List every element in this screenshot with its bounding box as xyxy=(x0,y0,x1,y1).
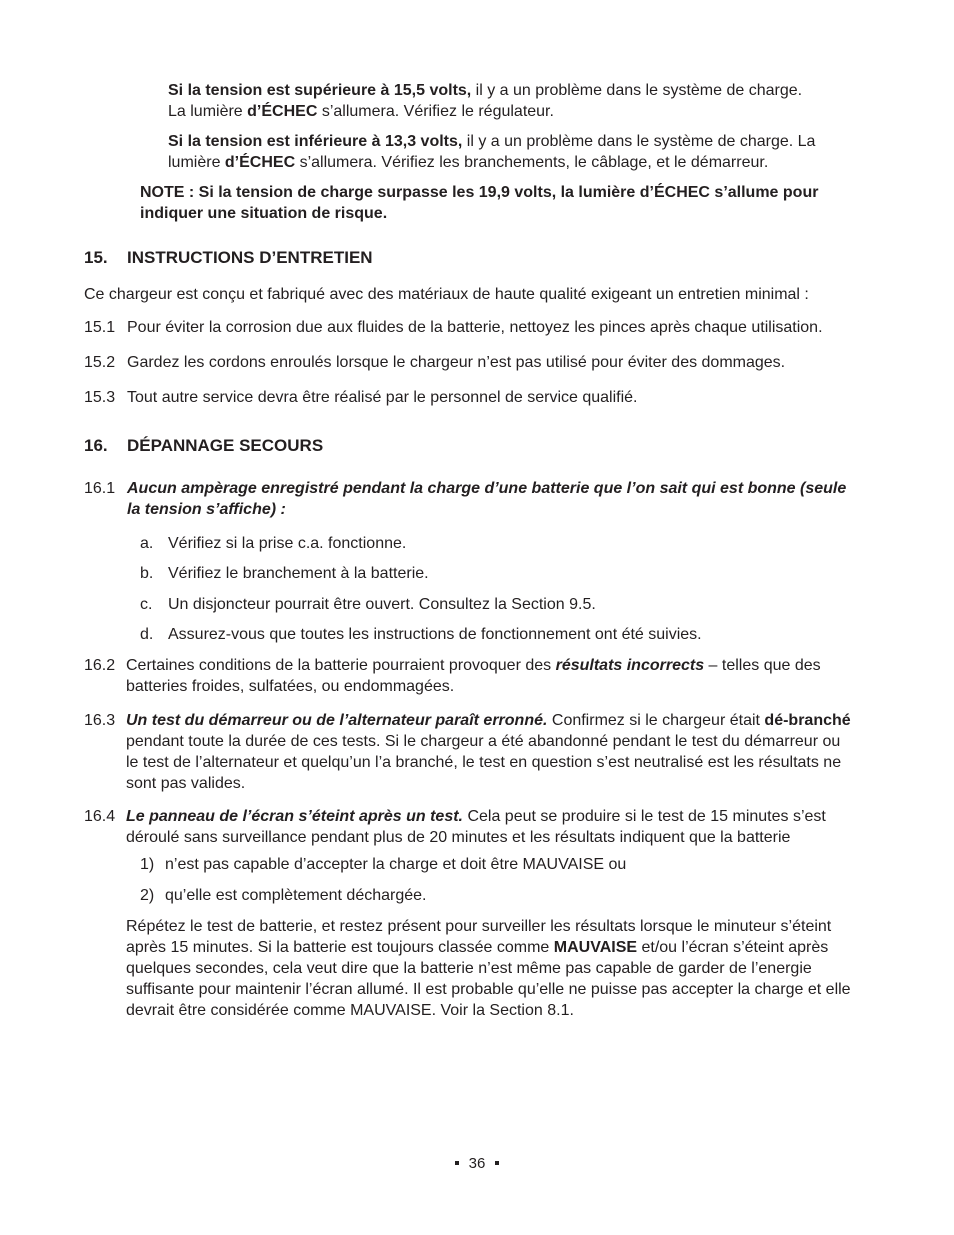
paragraph-text: et/ou l’écran s’éteint après quelques secondes, cela veut dire que la batterie n’est même pas capable de garder de l’energie suffisante pour maintenir l’écran allumé. Il est probable qu’elle ne puisse pas accepter la charge et elle devrait être considérée comme MAUVAISE. Voir la Section 8.1. xyxy=(126,939,851,1019)
section-16-title: DÉPANNAGE SECOURS xyxy=(127,436,324,455)
item-16-1-lead: Aucun ampèrage enregistré pendant la charge d’une batterie que l’on sait qui est bonne (seule la tension s’affiche) : xyxy=(127,480,847,518)
section-16-number: 16. xyxy=(84,436,108,455)
sub-letter: a. xyxy=(140,535,154,552)
sub-text: Vérifiez le branchement à la batterie. xyxy=(168,565,429,582)
item-text: Certaines conditions de la batterie pourraient provoquer des xyxy=(126,657,556,674)
sub-letter: b. xyxy=(140,565,154,582)
item-number: 1) xyxy=(140,856,155,873)
item-emphasis: Le panneau de l’écran s’éteint après un test. xyxy=(126,808,463,825)
item-number: 2) xyxy=(140,887,155,904)
sub-text: Vérifiez si la prise c.a. fonctionne. xyxy=(168,535,407,552)
bullet-square-icon xyxy=(495,1161,499,1165)
item-number: 16.2 xyxy=(84,657,116,674)
item-number: 15.2 xyxy=(84,354,116,371)
item-bold: dé-branché xyxy=(764,712,851,729)
page-number: 36 xyxy=(468,1155,486,1172)
sub-letter: c. xyxy=(140,596,153,613)
voltage-low-text: il y a un problème dans le système de charge. La lumière xyxy=(168,133,816,171)
item-16-2 xyxy=(84,655,884,697)
item-16-4 xyxy=(84,806,884,848)
item-text: pendant toute la durée de ces tests. Si le chargeur a été abandonné pendant le test du démarreur ou le test de l’alternateur et quelqu’un l’a branché, le test en question s’est neutralisé est les résultats ne sont pas valides. xyxy=(126,733,842,792)
item-text: Gardez les cordons enroulés lorsque le chargeur n’est pas utilisé pour éviter des dommages. xyxy=(127,354,786,371)
echec-label: d’ÉCHEC xyxy=(247,103,318,120)
section-15-number: 15. xyxy=(84,248,108,267)
item-16-2-text xyxy=(126,655,856,697)
item-number: 16.1 xyxy=(84,480,116,497)
item-number: 15.1 xyxy=(84,319,116,336)
section-15-heading xyxy=(84,247,884,268)
item-number: 16.3 xyxy=(84,712,116,729)
item-text: Confirmez si le chargeur était xyxy=(547,712,765,729)
sub-letter: d. xyxy=(140,626,154,643)
section-15-title: INSTRUCTIONS D’ENTRETIEN xyxy=(127,248,373,267)
item-16-3 xyxy=(84,710,884,794)
item-text: n’est pas capable d’accepter la charge et doit être MAUVAISE ou xyxy=(165,856,627,873)
sub-text: Un disjoncteur pourrait être ouvert. Consultez la Section 9.5. xyxy=(168,596,596,613)
item-16-4-paragraph xyxy=(126,916,861,1021)
section-15-intro: Ce chargeur est conçu et fabriqué avec des matériaux de haute qualité exigeant un entretien minimal : xyxy=(84,286,809,303)
voltage-low-bold: Si la tension est inférieure à 13,3 volts, xyxy=(168,133,463,150)
item-emphasis: Un test du démarreur ou de l’alternateur paraît erronné. xyxy=(126,712,548,729)
item-text: Cela peut se produire si le test de 15 minutes s’est déroulé sans surveillance pendant plus de 20 minutes et les résultats indiquent que la batterie xyxy=(126,808,826,846)
voltage-low-text-2: s’allumera. Vérifiez les branchements, le câblage, et le démarreur. xyxy=(295,154,769,171)
item-number: 16.4 xyxy=(84,808,116,825)
voltage-high-bold: Si la tension est supérieure à 15,5 volts, xyxy=(168,82,472,99)
item-text: Pour éviter la corrosion due aux fluides de la batterie, nettoyez les pinces après chaque utilisation. xyxy=(127,319,823,336)
mauvaise-label: MAUVAISE xyxy=(553,939,638,956)
item-16-3-text xyxy=(126,710,856,794)
item-text: qu’elle est complètement déchargée. xyxy=(165,887,427,904)
echec-label: d’ÉCHEC xyxy=(224,154,296,171)
paragraph-text: Répétez le test de batterie, et restez présent pour surveiller les résultats lorsque le minuteur s’éteint après 15 minutes. Si la batterie est toujours classée comme xyxy=(126,918,832,956)
voltage-high-paragraph xyxy=(168,80,808,122)
section-16-heading xyxy=(84,435,884,456)
note-paragraph: NOTE : Si la tension de charge surpasse les 19,9 volts, la lumière d’ÉCHEC s’allume pour indiquer une situation de risque. xyxy=(140,184,819,222)
bullet-square-icon xyxy=(455,1161,459,1165)
voltage-high-text: il y a un problème dans le système de charge. La lumière xyxy=(168,82,803,120)
item-16-4-text xyxy=(126,806,861,848)
item-text: Tout autre service devra être réalisé par le personnel de service qualifié. xyxy=(127,389,638,406)
sub-text: Assurez-vous que toutes les instructions de fonctionnement ont été suivies. xyxy=(168,626,702,643)
item-number: 15.3 xyxy=(84,389,116,406)
item-text: – telles que des batteries froides, sulfatées, ou endommagées. xyxy=(126,657,821,695)
item-emphasis: résultats incorrects xyxy=(555,657,705,674)
item-16-1 xyxy=(84,478,884,520)
voltage-high-text-2: s’allumera. Vérifiez le régulateur. xyxy=(317,103,554,120)
page-footer xyxy=(0,1153,954,1174)
voltage-low-paragraph xyxy=(168,131,858,173)
